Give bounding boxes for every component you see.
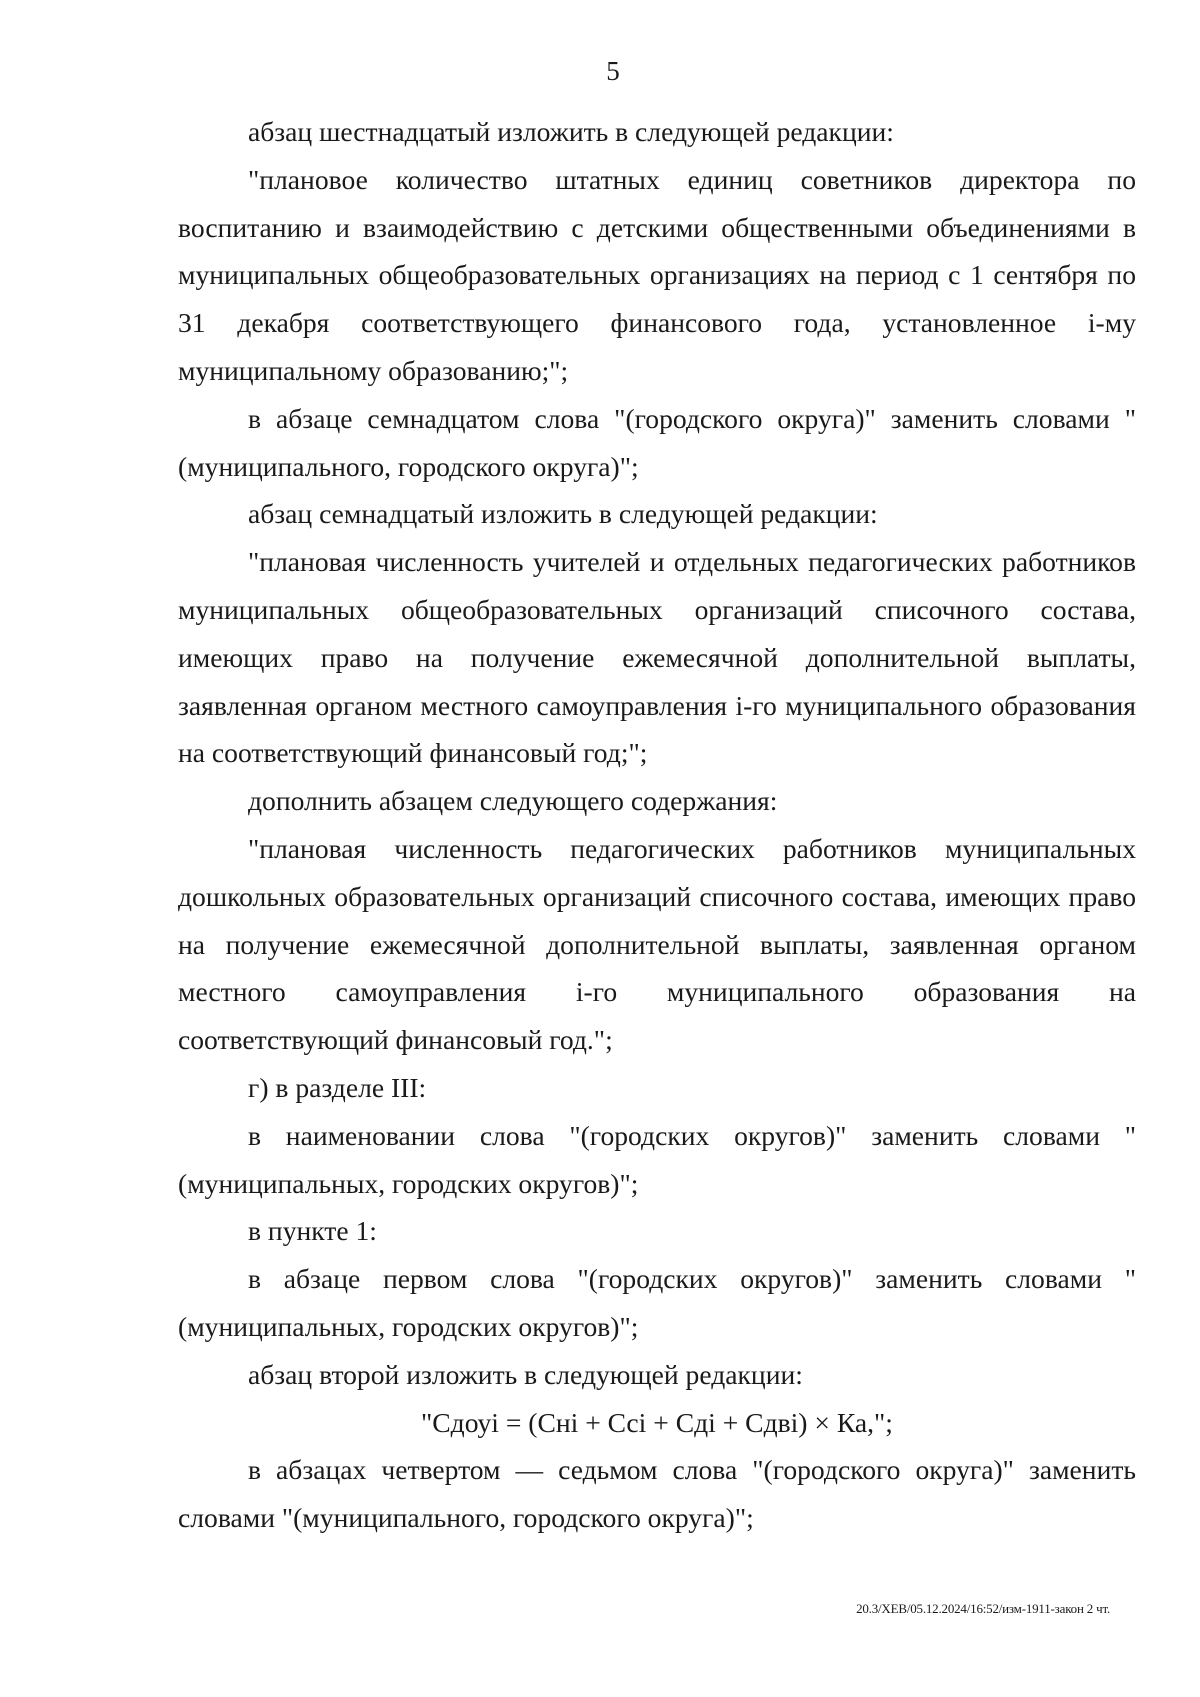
- document-body: [178, 108, 1136, 1542]
- paragraph: в абзаце семнадцатом слова "(городского округа)" заменить словами "(муниципального, городского округа)";: [178, 402, 1136, 482]
- paragraph: в наименовании слова "(городских округов)" заменить словами "(муниципальных, городских округов)";: [178, 1119, 1136, 1199]
- paragraph: абзац шестнадцатый изложить в следующей редакции:: [248, 116, 894, 147]
- paragraph: дополнить абзацем следующего содержания:: [248, 785, 778, 817]
- paragraph: абзац второй изложить в следующей редакции:: [248, 1358, 803, 1390]
- paragraph: в абзацах четвертом — седьмом слова "(городского округа)" заменить словами "(муниципального, городского округа)";: [178, 1454, 1136, 1534]
- paragraph: "плановое количество штатных единиц советников директора по воспитанию и взаимодействию с детскими общественными объединениями в муниципальных общеобразовательных организациях на период с 1 сентября по 31 декабря соответствующего финансового года, установленное i-му муниципальному образованию;";: [178, 163, 1136, 386]
- paragraph: в абзаце первом слова "(городских округов)" заменить словами "(муниципальных, городских округов)";: [178, 1263, 1136, 1342]
- page-number: 5: [606, 56, 620, 86]
- formula: "Сдоуi = (Снi + Ссi + Сдi + Сдвi) × Ка,";: [421, 1406, 893, 1438]
- paragraph: "плановая численность педагогических работников муниципальных дошкольных образовательных организаций списочного состава, имеющих право на получение ежемесячной дополнительной выплаты, заявленная органом местного самоуправления i-го муниципального образования на соответствующий финансовый год.";: [178, 832, 1136, 1056]
- paragraph: в пункте 1:: [248, 1215, 377, 1247]
- paragraph: абзац семнадцатый изложить в следующей редакции:: [248, 498, 878, 530]
- paragraph: "плановая численность учителей и отдельных педагогических работников муниципальных общеобразовательных организаций списочного состава, имеющих право на получение ежемесячной дополнительной выплаты, заявленная органом местного самоуправления i-го муниципального образования на соответствующий финансовый год;";: [178, 546, 1136, 769]
- footer-document-code: 20.3/ХЕВ/05.12.2024/16:52/изм-1911-закон 2 чт.: [856, 1601, 1110, 1616]
- paragraph: г) в разделе III:: [248, 1071, 427, 1103]
